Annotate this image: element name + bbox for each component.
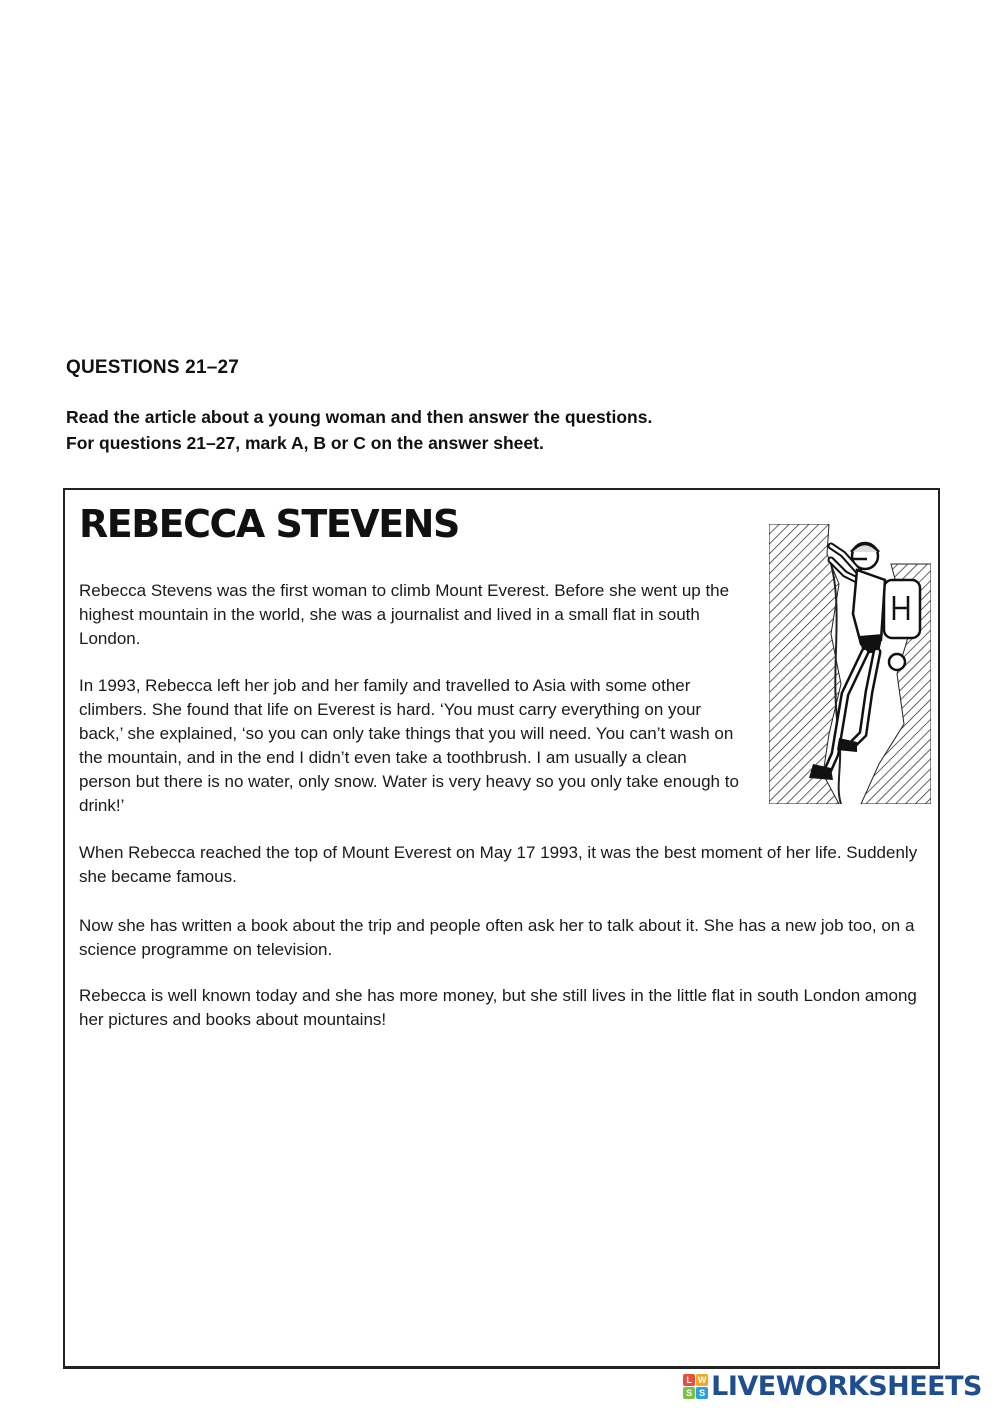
logo-mark-cell: L [683, 1374, 695, 1386]
article-paragraph: When Rebecca reached the top of Mount Everest on May 17 1993, it was the best moment of her life. Suddenly she became famous. [79, 843, 918, 886]
article-paragraph: Rebecca is well known today and she has more money, but she still lives in the little flat in south London among her pictures and books about mountains! [79, 986, 917, 1029]
article-title: REBECCA STEVENS [79, 502, 459, 546]
logo-mark-icon [683, 1374, 708, 1399]
rock-climber-illustration [769, 524, 931, 804]
article-paragraph: Rebecca Stevens was the first woman to climb Mount Everest. Before she went up the highest mountain in the world, she was a journalist and lived in a small flat in south London. [79, 581, 730, 648]
article-paragraph: Now she has written a book about the trip and people often ask her to talk about it. She has a new job too, on a science programme on television. [79, 916, 915, 959]
section-heading: QUESTIONS 21–27 [66, 357, 240, 378]
instruction-line: Read the article about a young woman and then answer the questions. [66, 407, 653, 427]
logo-mark-cell: W [697, 1374, 707, 1385]
logo-mark-cell: S [683, 1387, 695, 1399]
logo-mark-cell: S [696, 1387, 708, 1399]
instructions [66, 404, 652, 456]
instruction-line: For questions 21–27, mark A, B or C on the answer sheet. [66, 433, 544, 453]
article-paragraph: In 1993, Rebecca left her job and her family and travelled to Asia with some other climbers. She found that life on Everest is hard. ‘You must carry everything on your back,’ she explained, ‘so you can only take things that you will need. You can’t wash on the mountain, and in the end I didn’t even take a toothbrush. I am usually a clean person but there is no water, only snow. Water is very heavy so you only take enough to drink!’ [79, 676, 739, 815]
logo-text: LIVEWORKSHEETS [711, 1370, 982, 1402]
liveworksheets-logo [683, 1369, 982, 1403]
article-box [63, 488, 940, 1369]
